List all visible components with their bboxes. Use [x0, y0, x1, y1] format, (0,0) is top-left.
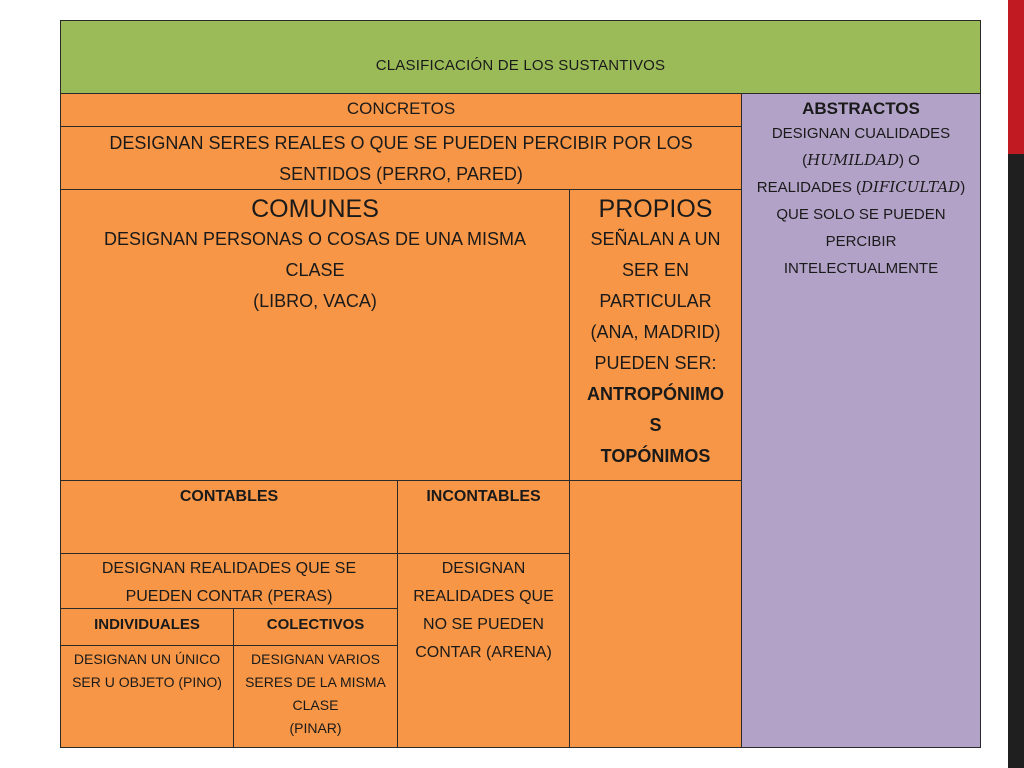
colectivos-line: CLASE [292, 697, 339, 713]
propios-cell [569, 189, 742, 481]
abstractos-line [802, 147, 920, 174]
individuales-description-cell [60, 645, 234, 748]
concretos-heading-cell [60, 93, 742, 127]
incontables-line: REALIDADES QUE [413, 588, 554, 605]
abstractos-line: PERCIBIR [825, 233, 897, 250]
concretos-description-cell [60, 126, 742, 190]
paren-open: ( [802, 152, 808, 169]
empty-cell [569, 480, 742, 748]
individuales-line: DESIGNAN UN ÚNICO [73, 651, 221, 667]
abstractos-line [757, 174, 965, 201]
paren-close: ) O [899, 152, 920, 169]
comunes-cell [60, 189, 570, 481]
accent-bar-red [1008, 0, 1024, 154]
abstractos-line: DESIGNAN CUALIDADES [771, 125, 951, 142]
colectivos-line: (PINAR) [289, 720, 342, 736]
colectivos-line: SERES DE LA MISMA [245, 674, 386, 690]
incontables-line: NO SE PUEDEN [423, 616, 544, 633]
propios-line: (ANA, MADRID) [590, 322, 721, 342]
propios-line: ANTROPÓNIMO [587, 384, 724, 404]
abstractos-example-dificultad: DIFICULTAD [861, 178, 961, 196]
abstractos-line: QUE SOLO SE PUEDEN [776, 206, 946, 223]
colectivos-line: DESIGNAN VARIOS [251, 651, 380, 667]
colectivos-heading: COLECTIVOS [266, 616, 365, 633]
abstractos-line: INTELECTUALMENTE [783, 260, 939, 277]
individuales-heading: INDIVIDUALES [94, 616, 200, 633]
propios-line: PUEDEN SER: [594, 353, 717, 373]
contables-heading: CONTABLES [179, 488, 279, 505]
table-title-cell [60, 20, 981, 94]
propios-line: TOPÓNIMOS [600, 446, 711, 466]
incontables-line: DESIGNAN [441, 560, 526, 577]
concretos-description-line: DESIGNAN SERES REALES O QUE SE PUEDEN PERCIBIR POR LOS [109, 133, 693, 153]
contables-description-cell [60, 553, 398, 609]
accent-bar-black [1008, 154, 1024, 768]
comunes-line: (LIBRO, VACA) [253, 291, 377, 311]
table-title: CLASIFICACIÓN DE LOS SUSTANTIVOS [375, 57, 666, 74]
contables-line: PUEDEN CONTAR (PERAS) [125, 588, 333, 605]
incontables-description-cell [397, 553, 570, 748]
colectivos-heading-cell [233, 608, 398, 646]
individuales-heading-cell [60, 608, 234, 646]
concretos-heading: CONCRETOS [346, 99, 456, 118]
incontables-heading: INCONTABLES [426, 488, 541, 505]
abstractos-example-humildad: HUMILDAD [807, 151, 899, 169]
propios-line: SER EN [621, 260, 690, 280]
comunes-line: CLASE [285, 260, 345, 280]
contables-heading-cell [60, 480, 398, 554]
individuales-line: SER U OBJETO (PINO) [72, 674, 222, 690]
abstractos-cell [741, 93, 981, 748]
incontables-line: CONTAR (ARENA) [415, 644, 552, 661]
colectivos-description-cell [233, 645, 398, 748]
concretos-description-line: SENTIDOS (PERRO, PARED) [279, 164, 523, 184]
comunes-heading: COMUNES [251, 195, 379, 223]
paren-open: REALIDADES ( [756, 179, 861, 196]
propios-heading: PROPIOS [598, 195, 713, 223]
slide-accent-bar [1008, 0, 1024, 768]
paren-close: ) [960, 179, 966, 196]
contables-line: DESIGNAN REALIDADES QUE SE [101, 560, 357, 577]
propios-line: PARTICULAR [599, 291, 712, 311]
comunes-line: DESIGNAN PERSONAS O COSAS DE UNA MISMA [103, 229, 527, 249]
propios-line: S [649, 415, 662, 435]
propios-line: SEÑALAN A UN [590, 229, 721, 249]
abstractos-heading: ABSTRACTOS [802, 99, 920, 118]
incontables-heading-cell [397, 480, 570, 554]
